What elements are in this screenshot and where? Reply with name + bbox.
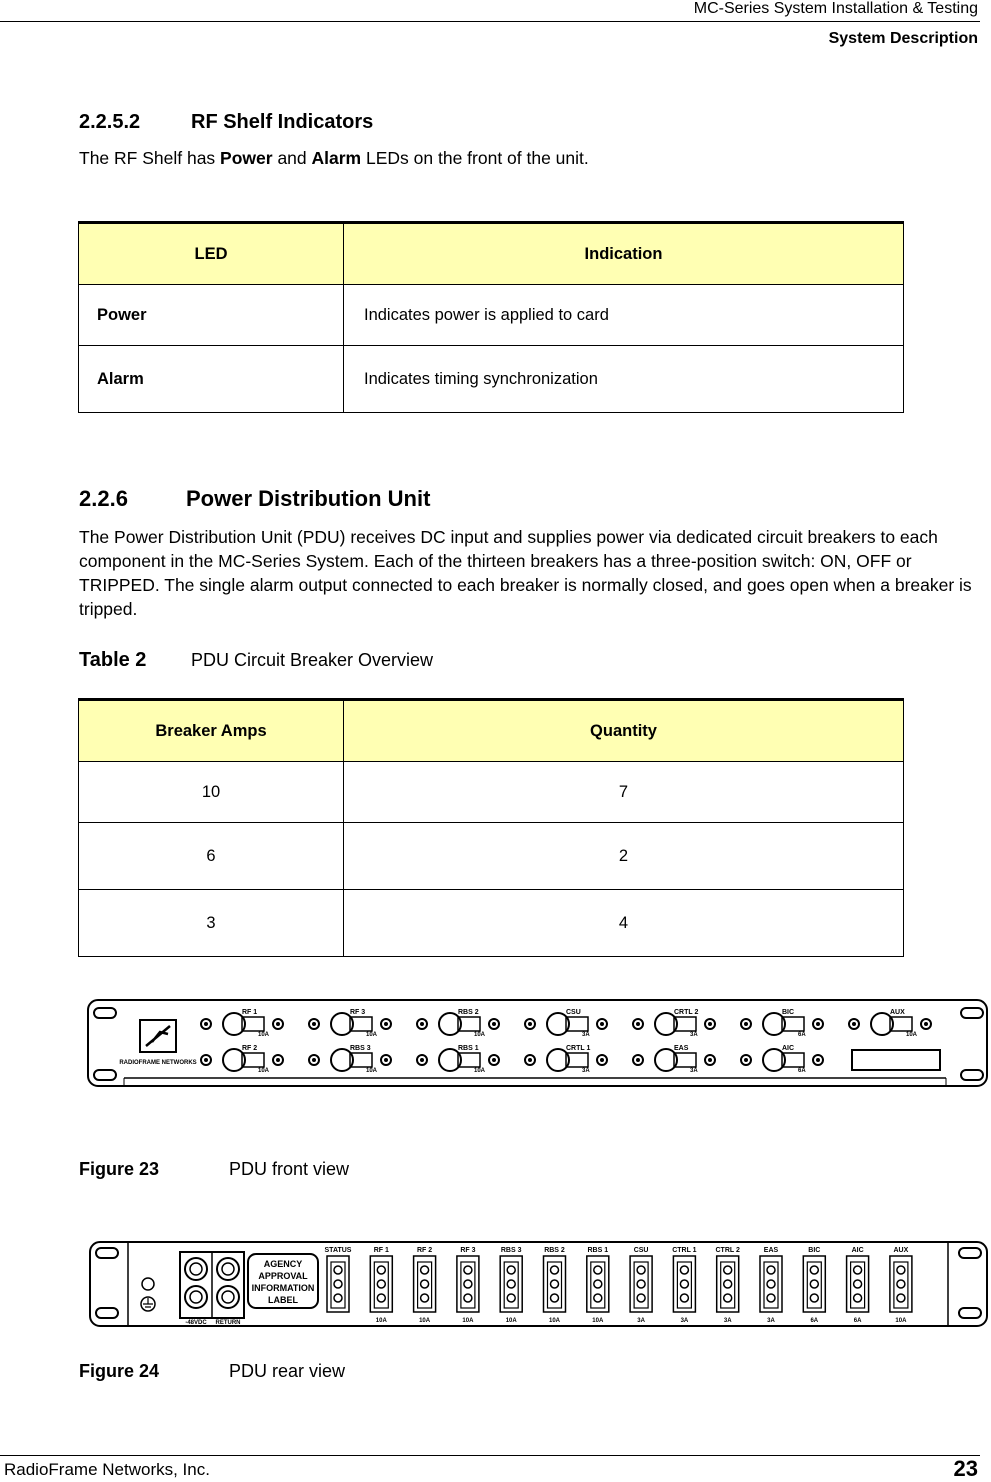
indication-cell: Indicates power is applied to card bbox=[344, 285, 904, 346]
connector-label: CSU bbox=[633, 1247, 649, 1254]
breaker-label: RBS 3 bbox=[350, 1045, 371, 1052]
breaker-label: CRTL 2 bbox=[674, 1009, 699, 1016]
indication-cell: Indicates timing synchronization bbox=[344, 346, 904, 413]
indicator-led-center bbox=[492, 1022, 496, 1026]
indicator-led-center bbox=[744, 1022, 748, 1026]
quantity-cell: 7 bbox=[344, 762, 904, 823]
section-number: 2.2.5.2 bbox=[79, 111, 141, 133]
breaker-rating: 10A bbox=[258, 1068, 270, 1074]
breaker-label: BIC bbox=[782, 1009, 795, 1016]
indicator-led-center bbox=[312, 1022, 316, 1026]
indicator-led-center bbox=[204, 1022, 208, 1026]
terminal-label: RETURN bbox=[215, 1320, 241, 1326]
breaker-rating: 3A bbox=[582, 1068, 590, 1074]
led-name-cell: Power bbox=[79, 285, 344, 346]
quantity-cell: 4 bbox=[344, 890, 904, 957]
connector-label: AUX bbox=[893, 1247, 909, 1254]
agency-label-line: APPROVAL bbox=[258, 1271, 308, 1281]
breaker-rating: 10A bbox=[366, 1068, 378, 1074]
connector-rating: 6A bbox=[853, 1318, 862, 1324]
connector-label: RF 2 bbox=[417, 1247, 433, 1254]
indicator-led-center bbox=[276, 1022, 280, 1026]
amps-cell: 10 bbox=[79, 762, 344, 823]
indicator-led-center bbox=[816, 1022, 820, 1026]
indicator-led-center bbox=[744, 1058, 748, 1062]
indicator-led-center bbox=[924, 1022, 928, 1026]
header-rule bbox=[0, 21, 980, 22]
indicator-led-center bbox=[420, 1022, 424, 1026]
breaker-rating: 10A bbox=[906, 1032, 918, 1038]
running-header-title: MC-Series System Installation & Testing bbox=[693, 0, 978, 17]
connector-rating: 10A bbox=[505, 1318, 517, 1324]
breaker-rating: 10A bbox=[258, 1032, 270, 1038]
section-number: 2.2.6 bbox=[79, 486, 128, 511]
agency-label-line: LABEL bbox=[268, 1295, 298, 1305]
breaker-rating: 3A bbox=[690, 1032, 698, 1038]
quantity-cell: 2 bbox=[344, 823, 904, 890]
section-title: RF Shelf Indicators bbox=[191, 111, 374, 133]
connector-label: RF 1 bbox=[373, 1247, 389, 1254]
table-header-indication: Indication bbox=[344, 223, 904, 285]
connector-label: RBS 3 bbox=[500, 1247, 522, 1254]
connector-label: STATUS bbox=[324, 1247, 352, 1254]
figure-caption-text: PDU rear view bbox=[229, 1361, 346, 1381]
breaker-label: CRTL 1 bbox=[566, 1045, 591, 1052]
connector-rating: 3A bbox=[637, 1318, 645, 1324]
footer-rule bbox=[0, 1455, 980, 1456]
text-span: and bbox=[272, 148, 312, 168]
figure-caption bbox=[79, 1361, 345, 1382]
breaker-rating: 6A bbox=[798, 1032, 806, 1038]
indicator-led-center bbox=[492, 1058, 496, 1062]
table-header-breaker-amps: Breaker Amps bbox=[79, 700, 344, 762]
agency-label-line: AGENCY bbox=[263, 1259, 303, 1269]
connector-label: AIC bbox=[851, 1247, 864, 1254]
connector-rating: 10A bbox=[592, 1318, 604, 1324]
table-row bbox=[79, 890, 904, 957]
indicator-led-center bbox=[852, 1022, 856, 1026]
breaker-label: RF 1 bbox=[242, 1009, 258, 1016]
indicator-led-center bbox=[636, 1022, 640, 1026]
text-span: LEDs on the front of the unit. bbox=[361, 148, 589, 168]
breaker-label: RF 3 bbox=[350, 1009, 366, 1016]
amps-cell: 3 bbox=[79, 890, 344, 957]
breaker-label: EAS bbox=[674, 1045, 689, 1052]
terminal-label: -48VDC bbox=[185, 1320, 207, 1326]
section-heading-pdu bbox=[79, 486, 430, 512]
indicator-led-center bbox=[276, 1058, 280, 1062]
indicator-led-center bbox=[708, 1058, 712, 1062]
table-row bbox=[79, 285, 904, 346]
table-caption-text: PDU Circuit Breaker Overview bbox=[191, 650, 434, 670]
breaker-label: RBS 2 bbox=[458, 1009, 479, 1016]
breaker-rating: 10A bbox=[366, 1032, 378, 1038]
page-number: 23 bbox=[953, 1456, 978, 1481]
led-name-cell: Alarm bbox=[79, 346, 344, 413]
table-caption bbox=[79, 649, 433, 672]
connector-label: CTRL 2 bbox=[715, 1247, 740, 1254]
indicator-led-center bbox=[528, 1058, 532, 1062]
connector-label: RBS 2 bbox=[544, 1247, 565, 1254]
text-span: The RF Shelf has bbox=[79, 148, 221, 168]
indicator-led-center bbox=[816, 1058, 820, 1062]
connector-rating: 3A bbox=[767, 1318, 775, 1324]
footer-company: RadioFrame Networks, Inc. bbox=[4, 1460, 210, 1479]
breaker-rating: 3A bbox=[582, 1032, 590, 1038]
power-term: Power bbox=[220, 148, 273, 168]
breaker-rating: 10A bbox=[474, 1032, 486, 1038]
figure-label: Figure 24 bbox=[79, 1361, 160, 1381]
led-indication-table bbox=[78, 221, 904, 413]
indicator-led-center bbox=[528, 1022, 532, 1026]
indicator-led-center bbox=[384, 1022, 388, 1026]
connector-rating: 10A bbox=[895, 1318, 907, 1324]
connector-rating: 10A bbox=[375, 1318, 387, 1324]
connector-label: RF 3 bbox=[460, 1247, 476, 1254]
connector-rating: 6A bbox=[810, 1318, 819, 1324]
breaker-overview-table bbox=[78, 698, 904, 957]
breaker-label: RF 2 bbox=[242, 1045, 258, 1052]
breaker-label: AIC bbox=[782, 1045, 795, 1052]
connector-rating: 3A bbox=[723, 1318, 732, 1324]
section-heading-rf-shelf-indicators bbox=[79, 111, 373, 134]
running-header-section: System Description bbox=[828, 30, 978, 47]
table-label: Table 2 bbox=[79, 649, 147, 671]
indicator-led-center bbox=[600, 1022, 604, 1026]
connector-rating: 10A bbox=[419, 1318, 431, 1324]
connector-rating: 3A bbox=[680, 1318, 689, 1324]
figure-caption bbox=[79, 1159, 349, 1180]
logo-text: RADIOFRAME NETWORKS bbox=[119, 1060, 197, 1066]
breaker-rating: 6A bbox=[798, 1068, 806, 1074]
indicator-led-center bbox=[708, 1022, 712, 1026]
connector-rating: 10A bbox=[462, 1318, 474, 1324]
pdu-paragraph: The Power Distribution Unit (PDU) receives DC input and supplies power via dedicated circuit breakers to each component in the MC-Series System. Each of the thirteen breakers has a three-position switch: ON, OFF or TRIPPED. The single alarm output connected to each breaker is normally closed, and goes open when a breaker is tripped. bbox=[79, 527, 972, 619]
indicator-led-center bbox=[600, 1058, 604, 1062]
amps-cell: 6 bbox=[79, 823, 344, 890]
breaker-label: AUX bbox=[890, 1009, 905, 1016]
pdu-front-view-figure bbox=[86, 998, 989, 1090]
connector-label: RBS 1 bbox=[587, 1247, 609, 1254]
connector-rating: 10A bbox=[548, 1318, 561, 1324]
table-header-quantity: Quantity bbox=[344, 700, 904, 762]
figure-label: Figure 23 bbox=[79, 1159, 160, 1179]
indicator-led-center bbox=[312, 1058, 316, 1062]
figure-caption-text: PDU front view bbox=[229, 1159, 350, 1179]
connector-label: CTRL 1 bbox=[672, 1247, 697, 1254]
agency-label-line: INFORMATION bbox=[251, 1283, 315, 1293]
indicator-led-center bbox=[420, 1058, 424, 1062]
breaker-label: CSU bbox=[566, 1009, 581, 1016]
breaker-rating: 10A bbox=[474, 1068, 486, 1074]
table-row bbox=[79, 346, 904, 413]
breaker-rating: 3A bbox=[690, 1068, 698, 1074]
rf-shelf-paragraph bbox=[79, 148, 589, 169]
connector-label: EAS bbox=[763, 1247, 779, 1254]
indicator-led-center bbox=[204, 1058, 208, 1062]
table-row bbox=[79, 762, 904, 823]
indicator-led-center bbox=[636, 1058, 640, 1062]
pdu-rear-view-figure bbox=[88, 1240, 989, 1330]
alarm-term: Alarm bbox=[311, 148, 362, 168]
indicator-led-center bbox=[384, 1058, 388, 1062]
breaker-label: RBS 1 bbox=[458, 1045, 479, 1052]
connector-label: BIC bbox=[808, 1247, 821, 1254]
table-header-led: LED bbox=[79, 223, 344, 285]
section-title: Power Distribution Unit bbox=[186, 486, 431, 511]
table-row bbox=[79, 823, 904, 890]
